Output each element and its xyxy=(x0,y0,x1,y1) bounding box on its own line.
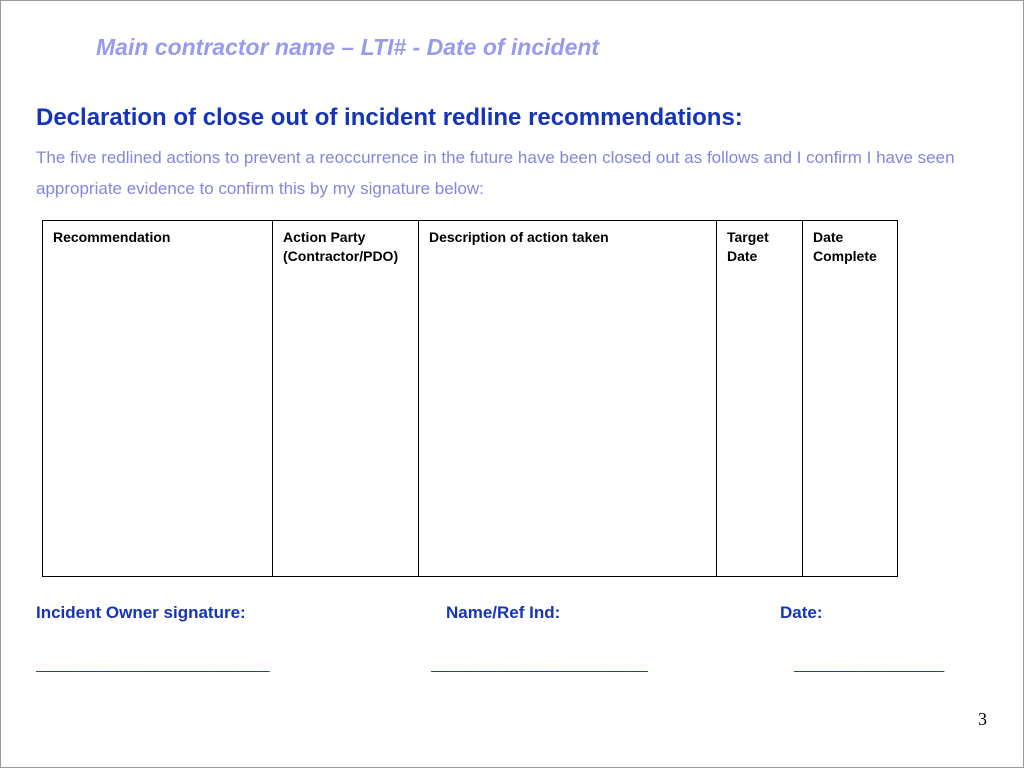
column-description[interactable]: Description of action taken xyxy=(419,221,717,577)
date-line[interactable]: __________________ xyxy=(794,656,945,673)
declaration-heading: Declaration of close out of incident redline recommendations: xyxy=(36,104,743,131)
column-recommendation[interactable]: Recommendation xyxy=(43,221,273,577)
declaration-intro: The five redlined actions to prevent a reoccurrence in the future have been closed out as follows and I confirm I have seen appropriate evidence to confirm this by my signature below: xyxy=(36,148,955,198)
page-number: 3 xyxy=(978,709,987,729)
owner-signature-line[interactable]: ____________________________ xyxy=(36,656,270,673)
table-row xyxy=(43,221,898,577)
date-label: Date: xyxy=(780,603,823,622)
owner-signature-label: Incident Owner signature: xyxy=(36,603,246,622)
recommendations-table-wrapper xyxy=(42,220,897,577)
name-ref-label: Name/Ref Ind: xyxy=(446,603,561,622)
recommendations-table xyxy=(42,220,898,577)
name-ref-line[interactable]: __________________________ xyxy=(431,656,648,673)
column-action-party[interactable]: Action Party (Contractor/PDO) xyxy=(273,221,419,577)
slide-title: Main contractor name – LTI# - Date of incident xyxy=(96,34,600,60)
column-target-date[interactable]: Target Date xyxy=(717,221,803,577)
column-date-complete[interactable]: Date Complete xyxy=(803,221,898,577)
